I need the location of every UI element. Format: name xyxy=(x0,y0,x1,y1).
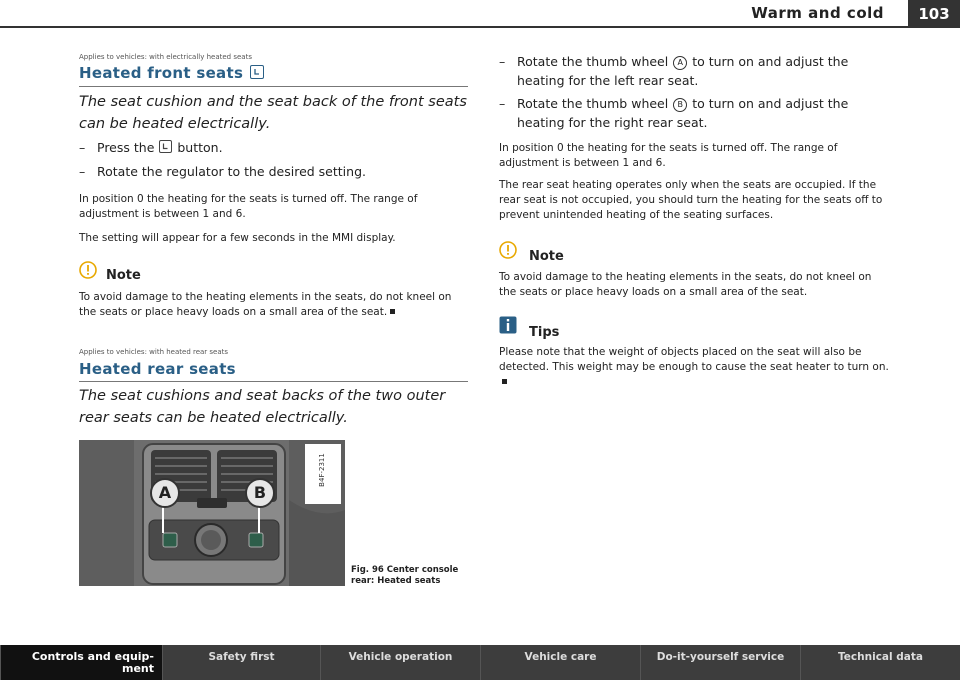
rear-para-occupied: The rear seat heating operates only when the seats are occupied. If the rear seat is not occupied, you should turn the heating for the seats off to prevent unintended heating of the seating surfaces. xyxy=(499,179,883,221)
tab-vehicle-operation[interactable]: Vehicle operation xyxy=(320,645,480,680)
tips-title: Tips xyxy=(529,325,560,340)
figure-caption-line2: rear: Heated seats xyxy=(351,576,441,586)
rear-step-right-prefix: Rotate the thumb wheel xyxy=(517,96,669,111)
rear-step-left-prefix: Rotate the thumb wheel xyxy=(517,54,669,69)
front-step-press-suffix: button. xyxy=(177,140,223,155)
rear-para-range: In position 0 the heating for the seats is turned off. The range of adjustment is between 1 and 6. xyxy=(499,142,838,169)
bullet-dash: – xyxy=(79,164,86,179)
front-step-rotate xyxy=(79,162,469,181)
rear-note-body: To avoid damage to the heating elements in the seats, do not kneel on the seats or place heavy loads on a small area of the seat. xyxy=(499,271,872,298)
rear-note-heading xyxy=(499,240,889,262)
callout-b-marker: B xyxy=(673,98,687,112)
bullet-dash: – xyxy=(499,54,506,69)
chapter-title: Warm and cold xyxy=(751,4,884,22)
callout-a-marker: A xyxy=(673,56,687,70)
front-applies-note: Applies to vehicles: with electrically heated seats xyxy=(79,53,252,61)
front-step-rotate-text: Rotate the regulator to the desired setting. xyxy=(97,164,366,179)
tab-technical-data[interactable]: Technical data xyxy=(800,645,960,680)
front-step-press-prefix: Press the xyxy=(97,140,155,155)
front-section-title xyxy=(79,64,265,82)
tips-body xyxy=(499,345,889,390)
end-of-section-mark xyxy=(502,379,507,384)
front-note-heading xyxy=(79,260,469,282)
warning-circle-icon xyxy=(499,241,517,259)
figure-code: B4F-2311 xyxy=(318,453,326,487)
rear-intro: The seat cushions and seat backs of the two outer rear seats can be heated electrically. xyxy=(79,388,446,426)
front-title-rule xyxy=(79,86,468,87)
seat-heat-button-icon xyxy=(159,140,172,153)
callout-b: B xyxy=(245,478,275,508)
rear-step-left-wheel xyxy=(499,52,884,90)
callout-a: A xyxy=(150,478,180,508)
front-section-title-text: Heated front seats xyxy=(79,64,244,82)
warning-circle-icon xyxy=(79,261,97,279)
tab-controls-and-equipment[interactable]: Controls and equip- ment xyxy=(0,645,162,680)
tab-do-it-yourself-service[interactable]: Do-it-yourself service xyxy=(640,645,800,680)
end-of-section-mark xyxy=(390,309,395,314)
rear-step-left-suffix: to turn on and adjust the heating for the left rear seat. xyxy=(517,54,849,88)
front-para-mmi: The setting will appear for a few seconds in the MMI display. xyxy=(79,232,396,244)
front-para-range: In position 0 the heating for the seats is turned off. The range of adjustment is between 1 and 6. xyxy=(79,193,418,220)
tab-safety-first[interactable]: Safety first xyxy=(162,645,320,680)
rear-applies-note: Applies to vehicles: with heated rear seats xyxy=(79,348,229,356)
figure-caption xyxy=(351,565,458,587)
page-number: 103 xyxy=(908,0,960,28)
bullet-dash: – xyxy=(499,96,506,111)
rear-section-title: Heated rear seats xyxy=(79,360,236,378)
figure-caption-line1: Fig. 96 Center console xyxy=(351,565,459,575)
rear-title-rule xyxy=(79,381,468,382)
tab-vehicle-care[interactable]: Vehicle care xyxy=(480,645,640,680)
bullet-dash: – xyxy=(79,140,86,155)
tips-text: Please note that the weight of objects placed on the seat will also be detected. This weight may be enough to cause the seat heater to turn on. xyxy=(499,346,889,373)
info-icon xyxy=(499,316,517,334)
figure-code-box xyxy=(305,444,341,504)
header-rule xyxy=(0,26,960,28)
seat-heat-button-icon xyxy=(250,65,264,79)
front-intro: The seat cushion and the seat back of the front seats can be heated electrically. xyxy=(79,94,467,132)
front-note-text: To avoid damage to the heating elements in the seats, do not kneel on the seats or place heavy loads on a small area of the seat. xyxy=(79,291,452,318)
front-note-title: Note xyxy=(106,268,141,283)
front-step-press xyxy=(79,138,469,157)
tips-heading xyxy=(499,315,889,339)
rear-note-title: Note xyxy=(529,249,564,264)
rear-step-right-wheel xyxy=(499,94,884,132)
center-console-figure xyxy=(79,440,345,586)
rear-step-right-suffix: to turn on and adjust the heating for the right rear seat. xyxy=(517,96,849,130)
front-note-body xyxy=(79,290,469,320)
